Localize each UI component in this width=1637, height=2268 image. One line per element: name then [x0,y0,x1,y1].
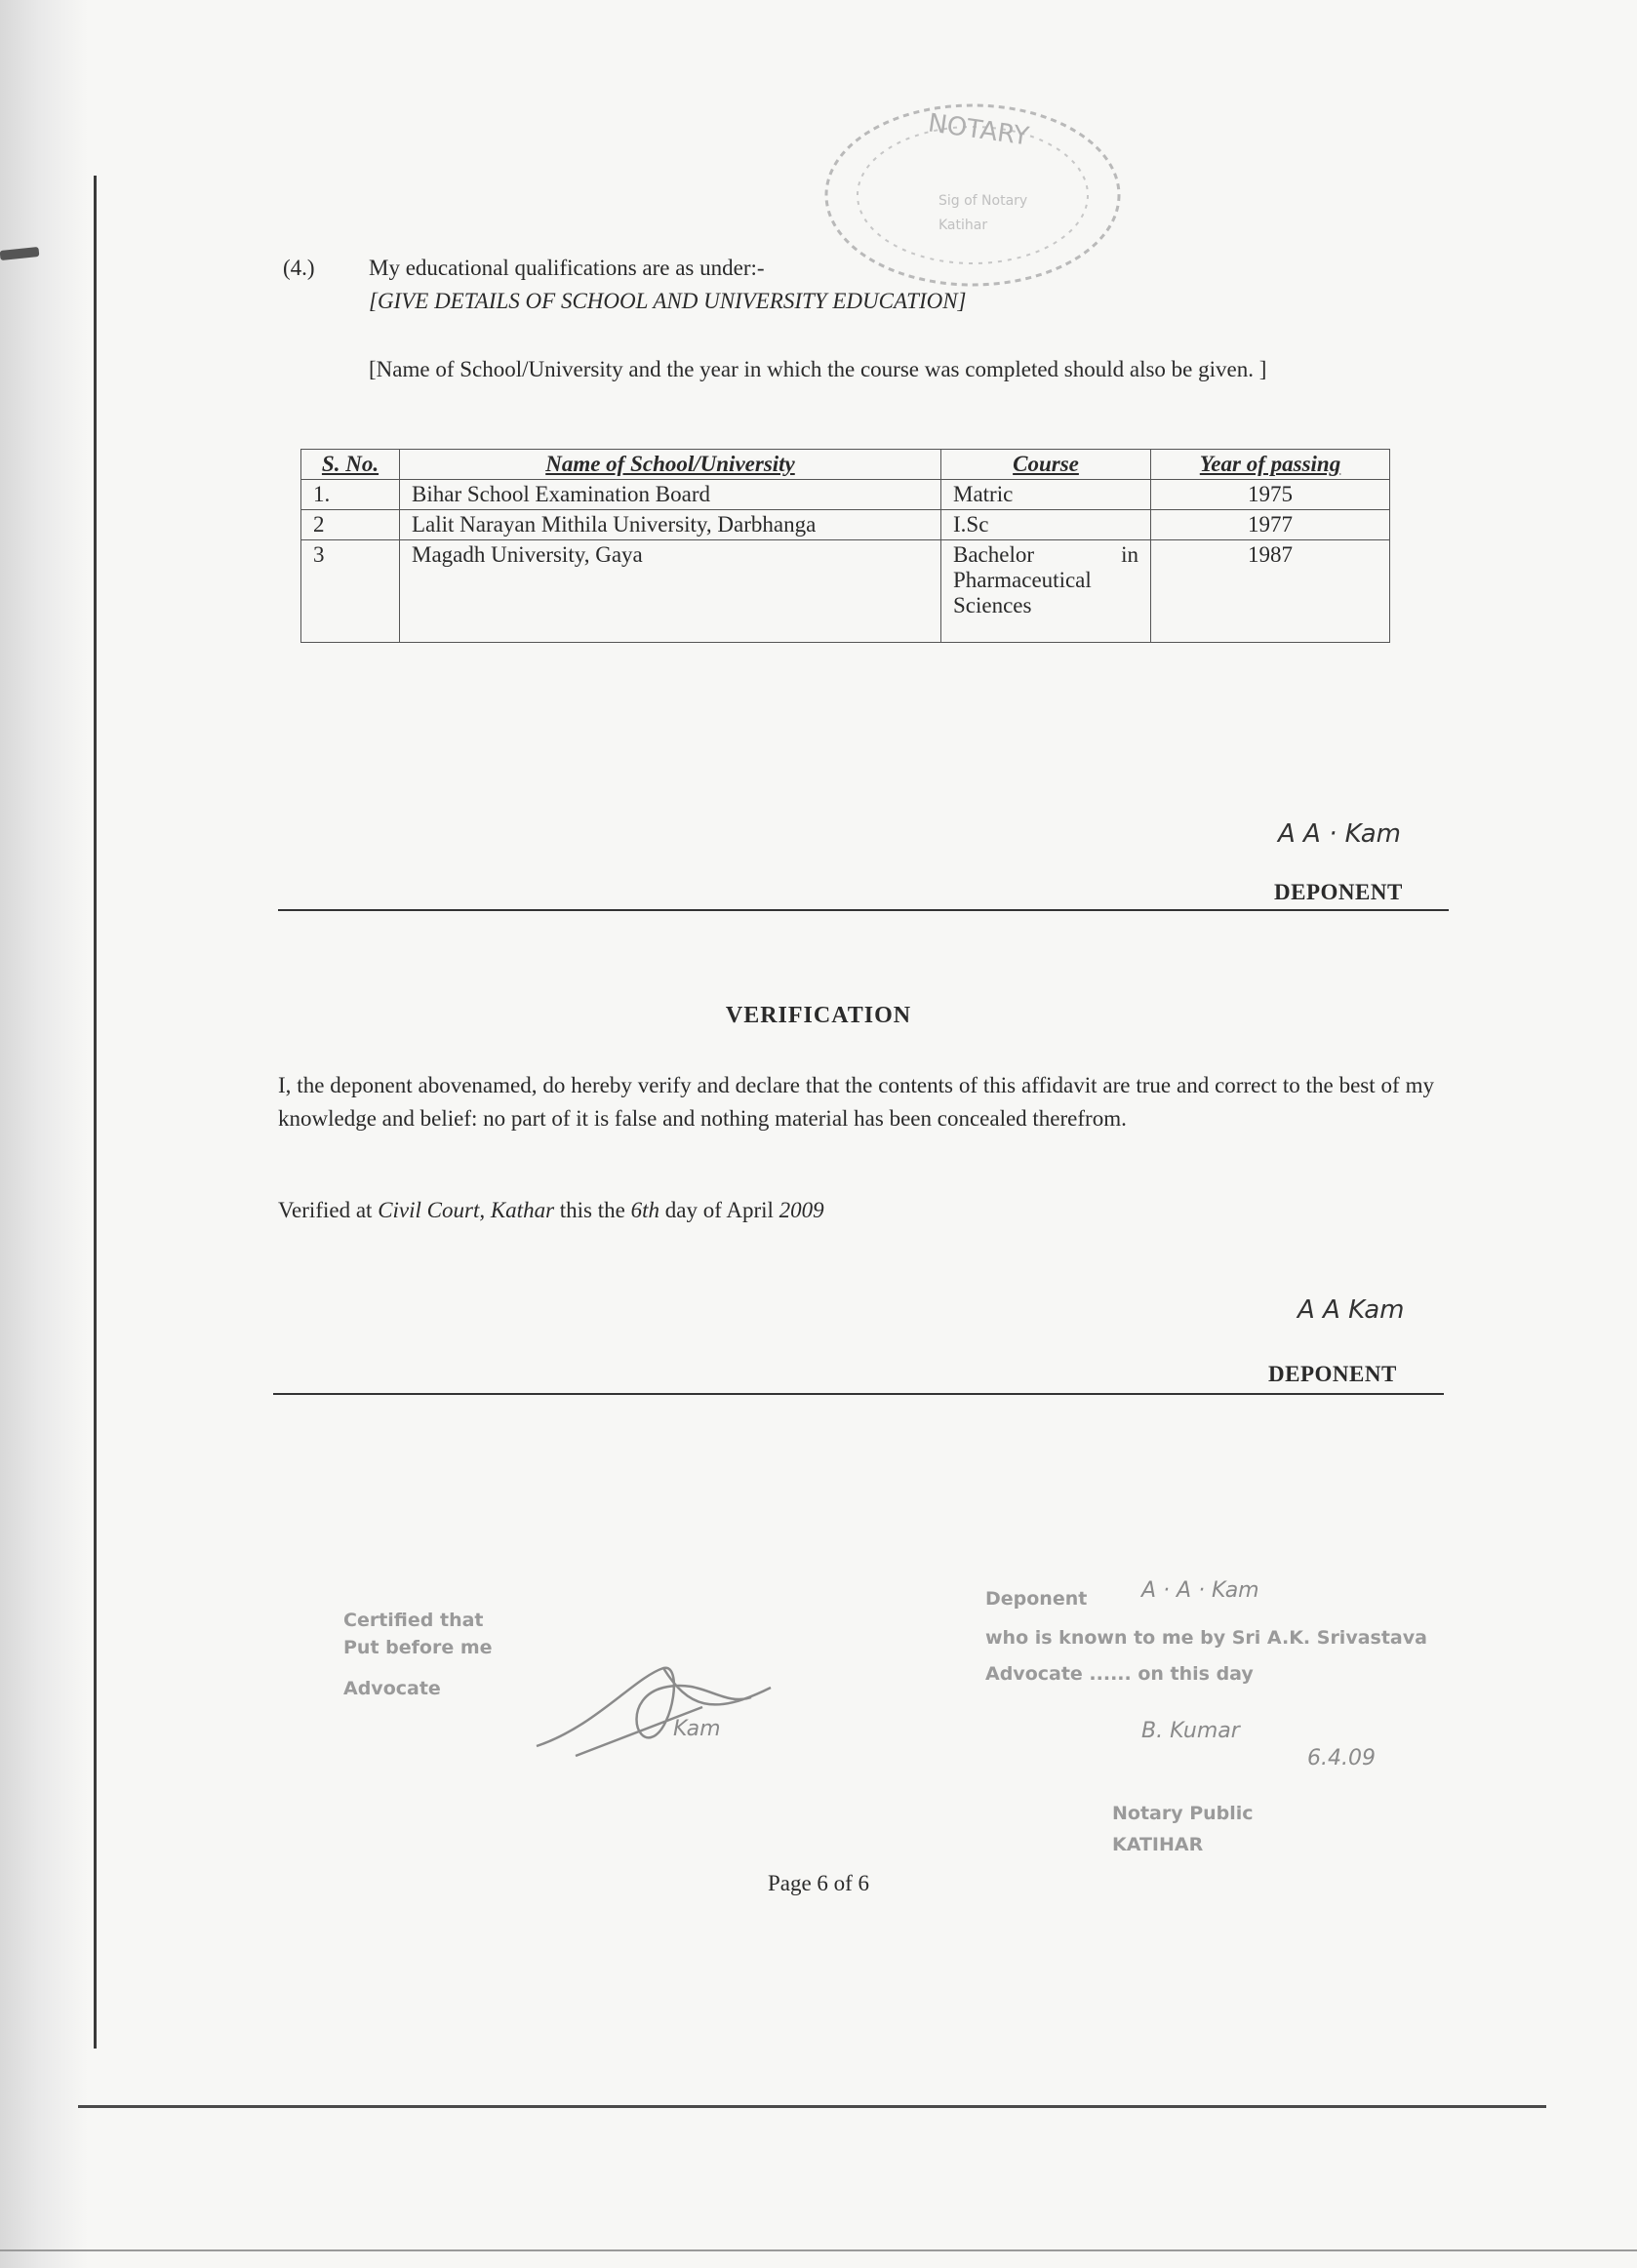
deponent-label-1: DEPONENT [1274,880,1403,904]
deponent-signature-1: A A · Kam [1278,819,1402,849]
footer-right-line-4: Notary Public [1112,1803,1254,1824]
section-text: My educational qualifications are as under:- [369,256,765,280]
cell-year: 1977 [1151,510,1390,540]
binder-edge-line [94,176,97,2049]
footer-left-line-1: Certified that [343,1610,484,1631]
footer-left-line-2: Put before me [343,1637,493,1658]
cell-school: Magadh University, Gaya [400,540,941,643]
section-subtitle: [GIVE DETAILS OF SCHOOL AND UNIVERSITY EDUCATION] [369,289,967,313]
divider-line-2 [273,1393,1444,1395]
section-number: (4.) [283,256,315,280]
cell-school: Lalit Narayan Mithila University, Darbhanga [400,510,941,540]
bottom-edge-line [0,2249,1637,2251]
cell-sno: 3 [301,540,400,643]
divider-line-1 [278,909,1449,911]
verified-year: 2009 [779,1198,824,1222]
svg-text:Sig of Notary: Sig of Notary [938,193,1028,209]
advocate-signature-scribble [517,1639,829,1775]
footer-left-signature: Kam [673,1717,721,1741]
header-year: Year of passing [1151,450,1390,480]
day-prefix: this the [554,1198,631,1222]
verified-at-prefix: Verified at [278,1198,379,1222]
table-row [301,540,1390,643]
page-number: Page 6 of 6 [767,1871,870,1895]
cell-course: Bachelor in Pharmaceutical Sciences [941,540,1151,643]
header-sno: S. No. [301,450,400,480]
footer-right-name: A · A · Kam [1141,1578,1259,1603]
verification-title: VERIFICATION [725,1003,912,1028]
table-header-row [301,450,1390,480]
table-row [301,480,1390,510]
cell-course: Matric [941,480,1151,510]
footer-right-line-5: KATIHAR [1112,1834,1204,1855]
table-row [301,510,1390,540]
verification-place-line [278,1198,824,1223]
day-suffix: day of April [659,1198,779,1222]
footer-right-label: Deponent [985,1588,1088,1610]
footer-right-line-3: Advocate ...... on this day [985,1663,1254,1685]
footer-right-line-2: who is known to me by Sri A.K. Srivastava [985,1627,1427,1649]
qualifications-table [300,449,1390,643]
header-course: Course [941,450,1151,480]
bottom-border-line [78,2105,1546,2108]
cell-year: 1987 [1151,540,1390,643]
cell-sno: 2 [301,510,400,540]
header-school: Name of School/University [400,450,941,480]
cell-sno: 1. [301,480,400,510]
cell-school: Bihar School Examination Board [400,480,941,510]
svg-text:NOTARY: NOTARY [926,108,1031,152]
cell-year: 1975 [1151,480,1390,510]
verified-place: Civil Court, Kathar [378,1198,555,1222]
cell-course: I.Sc [941,510,1151,540]
footer-right-signature: B. Kumar [1141,1719,1240,1743]
page-shadow-left [0,0,88,2268]
deponent-signature-2: A A Kam [1298,1295,1405,1325]
svg-text:Katihar: Katihar [938,218,988,233]
section-note: [Name of School/University and the year in which the course was completed should also be given. ] [369,357,1267,381]
verified-day: 6th [630,1198,660,1222]
footer-right-date: 6.4.09 [1307,1746,1376,1771]
notary-stamp-seal [812,98,1134,293]
verification-text: I, the deponent abovenamed, do hereby verify and declare that the contents of this affidavit are true and correct to the best of my knowledge and belief: no part of it is false and nothing material has been concealed therefrom. [278,1073,1434,1131]
deponent-label-2: DEPONENT [1268,1362,1397,1386]
footer-left-line-3: Advocate [343,1678,441,1699]
